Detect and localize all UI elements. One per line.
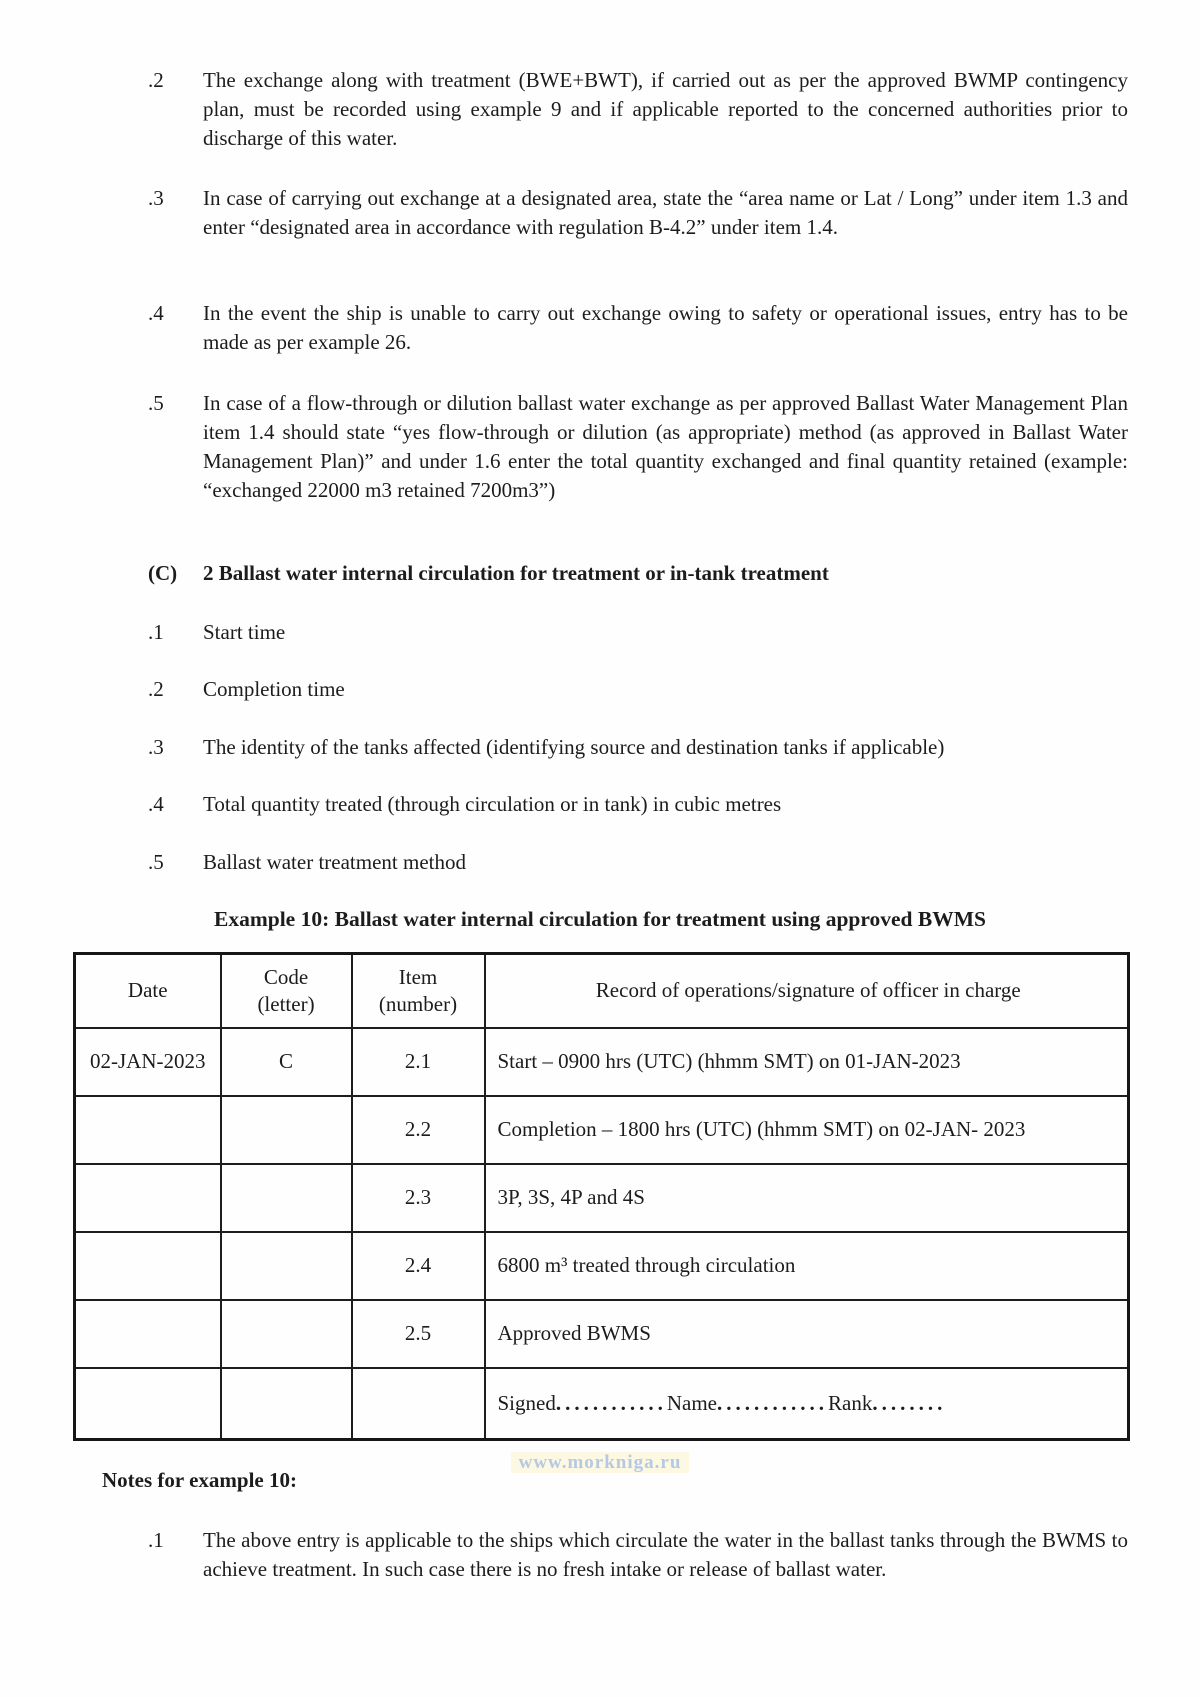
section-label: (C): [148, 561, 178, 585]
date-cell: [75, 1164, 221, 1232]
table-row: [75, 1096, 1129, 1164]
list-item: [148, 790, 1128, 819]
record-cell: Completion – 1800 hrs (UTC) (hhmm SMT) on 02-JAN- 2023: [485, 1096, 1129, 1164]
code-cell: [221, 1096, 352, 1164]
paragraph-item: [148, 299, 1128, 357]
section-c-heading: [148, 559, 1128, 588]
paragraph-item: [148, 389, 1128, 505]
item-text: In the event the ship is unable to carry out exchange owing to safety or operational issues, entry has to be made as per example 26.: [203, 301, 1128, 354]
item-text: Start time: [203, 620, 286, 644]
section-title: 2 Ballast water internal circulation for treatment or in-tank treatment: [203, 561, 829, 585]
record-cell: Approved BWMS: [485, 1300, 1129, 1368]
item-text: Ballast water treatment method: [203, 850, 466, 874]
signature-cell: [485, 1368, 1129, 1440]
list-item: [148, 733, 1128, 762]
item-number: .3: [148, 735, 164, 759]
date-cell: [75, 1232, 221, 1300]
signed-dotted-line: ............: [555, 1390, 667, 1415]
code-cell: [221, 1232, 352, 1300]
item-cell: 2.3: [352, 1164, 485, 1232]
item-text: Total quantity treated (through circulation or in tank) in cubic metres: [203, 792, 782, 816]
code-cell: C: [221, 1028, 352, 1096]
note-item: [148, 1526, 1128, 1584]
item-number: .5: [148, 391, 164, 415]
date-cell: 02-JAN-2023: [75, 1028, 221, 1096]
record-cell: 3P, 3S, 4P and 4S: [485, 1164, 1129, 1232]
item-cell: 2.5: [352, 1300, 485, 1368]
notes-heading: Notes for example 10:: [102, 1468, 297, 1492]
item-text: The above entry is applicable to the ships which circulate the water in the ballast tanks through the BWMS to achieve treatment. In such case there is no fresh intake or release of ballast water.: [203, 1528, 1128, 1581]
date-cell: [75, 1096, 221, 1164]
table-row: [75, 1300, 1129, 1368]
rank-dotted-line: ........: [872, 1390, 947, 1415]
item-cell: [352, 1368, 485, 1440]
code-cell: [221, 1368, 352, 1440]
item-cell: 2.2: [352, 1096, 485, 1164]
signature-row: [75, 1368, 1129, 1440]
table-header-date: Date: [75, 954, 221, 1028]
item-number: .1: [148, 620, 164, 644]
signed-label: Signed: [497, 1390, 556, 1415]
table-header-code: Code (letter): [221, 954, 352, 1028]
item-number: .2: [148, 677, 164, 701]
item-number: .1: [148, 1528, 164, 1552]
records-table: [73, 952, 1130, 1441]
date-cell: [75, 1368, 221, 1440]
example-table-title: Example 10: Ballast water internal circulation for treatment using approved BWMS: [214, 907, 986, 931]
code-cell: [221, 1164, 352, 1232]
name-dotted-line: ............: [717, 1390, 828, 1415]
item-cell: 2.4: [352, 1232, 485, 1300]
item-number: .4: [148, 792, 164, 816]
item-number: .4: [148, 301, 164, 325]
item-text: The identity of the tanks affected (identifying source and destination tanks if applicable): [203, 735, 945, 759]
code-cell: [221, 1300, 352, 1368]
date-cell: [75, 1300, 221, 1368]
record-cell: 6800 m³ treated through circulation: [485, 1232, 1129, 1300]
item-text: The exchange along with treatment (BWE+BWT), if carried out as per the approved BWMP contingency plan, must be recorded using example 9 and if applicable reported to the concerned authorities prior to discharge of this water.: [203, 68, 1128, 150]
item-cell: 2.1: [352, 1028, 485, 1096]
name-label: Name: [666, 1390, 717, 1415]
item-text: In case of a flow-through or dilution ballast water exchange as per approved Ballast Water Management Plan item 1.4 should state “yes flow-through or dilution (as appropriate) method (as approved in Ballast Water Management Plan)” and under 1.6 enter the total quantity exchanged and final quantity retained (example: “exchanged 22000 m3 retained 7200m3”): [203, 391, 1128, 502]
table-row: [75, 1028, 1129, 1096]
record-cell: Start – 0900 hrs (UTC) (hhmm SMT) on 01-JAN-2023: [485, 1028, 1129, 1096]
item-number: .2: [148, 68, 164, 92]
list-item: [148, 618, 1128, 647]
paragraph-item: [148, 66, 1128, 153]
list-item: [148, 848, 1128, 877]
item-number: .5: [148, 850, 164, 874]
table-row: [75, 1232, 1129, 1300]
item-number: .3: [148, 186, 164, 210]
table-header-record: Record of operations/signature of officer in charge: [485, 954, 1129, 1028]
table-row: [75, 1164, 1129, 1232]
site-watermark: www.morkniga.ru: [0, 1452, 1200, 1474]
paragraph-item: [148, 184, 1128, 242]
table-header-item: Item (number): [352, 954, 485, 1028]
table-header-row: [75, 954, 1129, 1028]
item-text: In case of carrying out exchange at a designated area, state the “area name or Lat / Long” under item 1.3 and enter “designated area in accordance with regulation B-4.2” under item 1.4.: [203, 186, 1128, 239]
rank-label: Rank: [828, 1390, 873, 1415]
list-item: [148, 675, 1128, 704]
item-text: Completion time: [203, 677, 345, 701]
